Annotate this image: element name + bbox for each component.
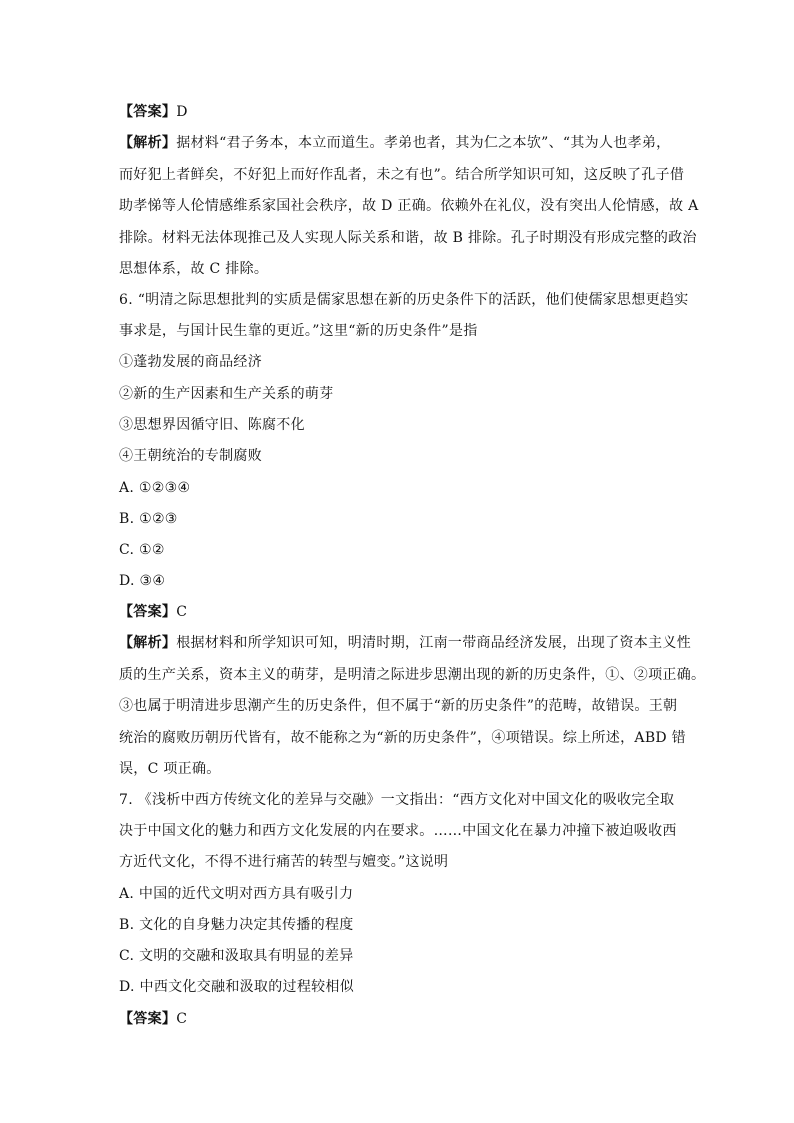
q7-option-c: C. 文明的交融和汲取具有明显的差异 (119, 948, 354, 964)
q6-answer: 【答案】C (119, 604, 188, 620)
q6-option-a: A. ①②③④ (119, 480, 191, 496)
q5-analysis-line-5: 思想体系，故 C 排除。 (119, 261, 269, 277)
q5-analysis-line-3: 助孝悌等人伦情感维系家国社会秩序，故 D 正确。依赖外在礼仪，没有突出人伦情感，故 A (119, 198, 699, 214)
q6-stem-line-2: 事求是，与国计民生靠的更近。”这里“新的历史条件”是指 (119, 323, 478, 339)
q5-analysis-line-1: 【解析】据材料“君子务本，本立而道生。孝弟也者，其为仁之本欤”、“其为人也孝弟， (119, 135, 671, 151)
q5-answer: 【答案】D (119, 104, 188, 120)
q6-analysis-line-3: ③也属于明清进步思潮产生的历史条件，但不属于“新的历史条件”的范畴，故错误。王朝 (119, 698, 678, 714)
q7-stem-line-1: 7. 《浅析中西方传统文化的差异与交融》一文指出：“西方文化对中国文化的吸收完全取 (119, 792, 675, 808)
q7-option-d: D. 中西文化交融和汲取的过程较相似 (119, 979, 355, 995)
q6-option-c: C. ①② (119, 542, 165, 558)
q6-option-b: B. ①②③ (119, 511, 178, 527)
q6-analysis-line-2: 质的生产关系，资本主义的萌芽，是明清之际进步思潮出现的新的历史条件，①、②项正确。 (119, 667, 706, 683)
q6-analysis-line-5: 误，C 项正确。 (119, 761, 221, 777)
q6-analysis-line-1: 【解析】根据材料和所学知识可知，明清时期，江南一带商品经济发展，出现了资本主义性 (119, 635, 692, 651)
q6-stem-line-1: 6. “明清之际思想批判的实质是儒家思想在新的历史条件下的活跃，他们使儒家思想更趋实 (119, 292, 689, 308)
q6-option-d: D. ③④ (119, 573, 166, 589)
q7-option-b: B. 文化的自身魅力决定其传播的程度 (119, 917, 354, 933)
q7-stem-line-2: 决于中国文化的魅力和西方文化发展的内在要求。……中国文化在暴力冲撞下被迫吸收西 (119, 823, 677, 839)
q6-item-1: ①蓬勃发展的商品经济 (119, 354, 262, 370)
q7-answer: 【答案】C (119, 1011, 188, 1027)
q6-item-4: ④王朝统治的专制腐败 (119, 448, 262, 464)
q7-option-a: A. 中国的近代文明对西方具有吸引力 (119, 886, 354, 902)
q6-analysis-line-4: 统治的腐败历朝历代皆有，故不能称之为“新的历史条件”，④项错误。综上所述，ABD 错 (119, 730, 686, 746)
q6-item-2: ②新的生产因素和生产关系的萌芽 (119, 386, 334, 402)
q5-analysis-line-2: 而好犯上者鲜矣，不好犯上而好作乱者，未之有也”。结合所学知识可知，这反映了孔子借 (119, 167, 685, 183)
q7-stem-line-3: 方近代文化，不得不进行痛苦的转型与嬗变。”这说明 (119, 854, 449, 870)
q6-item-3: ③思想界因循守旧、陈腐不化 (119, 417, 305, 433)
q5-analysis-line-4: 排除。材料无法体现推己及人实现人际关系和谐，故 B 排除。孔子时期没有形成完整的政治 (119, 230, 697, 246)
